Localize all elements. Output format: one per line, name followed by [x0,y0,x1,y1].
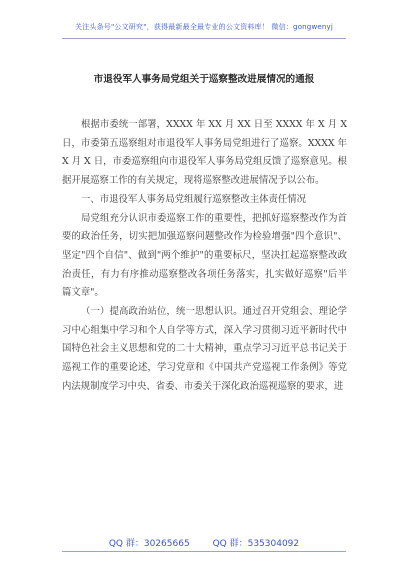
paragraph-3: （一）提高政治站位，统一思想认识。通过召开党组会、理论学习中心组集中学习和个人自学等方式，深入学习贯彻习近平新时代中国特色社会主义思想和党的二十大精神，重点学习习近平总书记关于巡视工作的重要论述，学习党章和《中国共产党巡视工作条例》等党内法规制度学习中央、省委、市委关于深化政治巡视巡察的要求，进 [62,306,347,392]
footer-divider [62,551,346,552]
section-heading-1: 一、市退役军人事务局党组履行巡察整改主体责任情况 [81,193,307,205]
paragraph-intro: 根据市委统一部署，XXXX 年 XX 月 XX 日至 XXXX 年 X 月 X 日，市委第五巡察组对市退役军人事务局党组进行了巡察。XXXX 年 X 月 X 日，市委巡察组向市退役军人事务局党组反馈了巡察意见。根据开展巡察工作的有关规定，现将巡察整改进展情况予以公布。 [62,119,347,187]
document-title: 市退役军人事务局党组关于巡察整改进展情况的通报 [93,74,315,85]
page-footer [0,536,408,549]
page-header-banner: 关注头条号"公文研究"，获得最新最全最专业的公文资料库！ 微信：gongwenyj [74,23,334,31]
paragraph-2: 局党组充分认识市委巡察工作的重要性，把抓好巡察整改作为首要的政治任务，切实把加强巡察问题整改作为检验增强"四个意识"、坚定"四个自信"、做到"两个维护"的重要标尺，坚决扛起巡察整改政治责任，有力有序推动巡察整改各项任务落实，扎实做好巡察"后半篇文章"。 [62,212,347,299]
footer-qq-group-1: QQ 群：30265665 [108,539,190,549]
footer-qq-group-2: QQ 群：535304092 [212,539,300,549]
header-divider [62,38,346,39]
document-body [62,116,347,397]
